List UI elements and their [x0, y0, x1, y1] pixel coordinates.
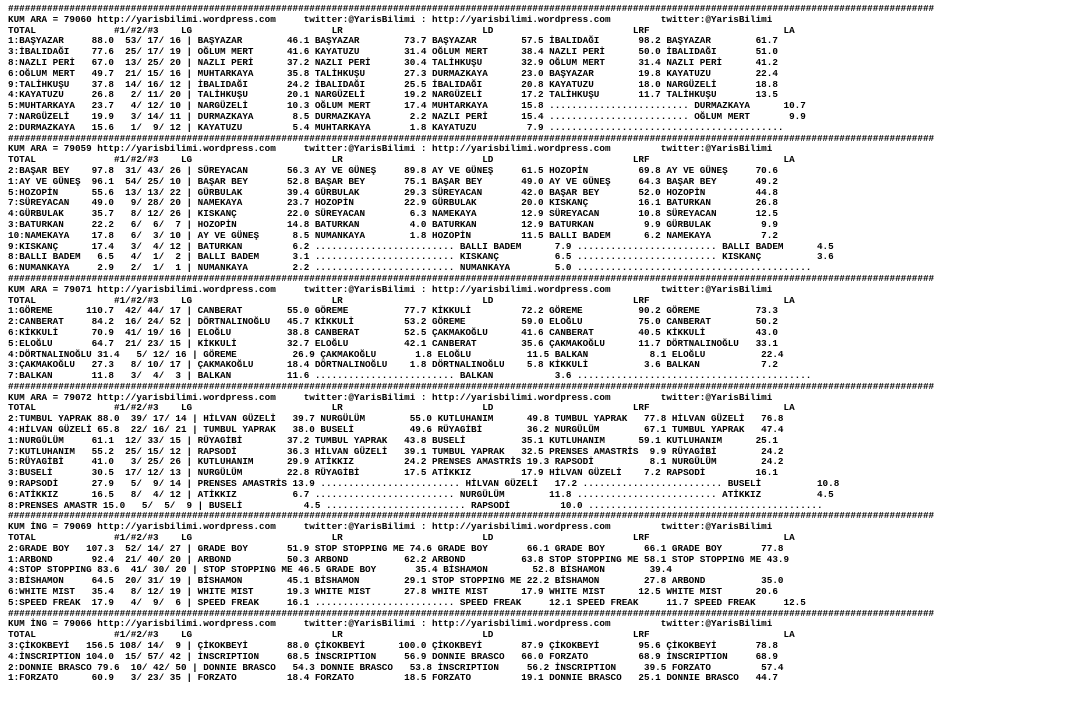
data-line: 6:WHITE MIST 35.4 8/ 12/ 19 | WHITE MIST 19.3 WHITE MIST 27.8 WHITE MIST 17.9 WHITE MIST 12.5 WHITE MIST 20.6	[8, 586, 778, 598]
data-line: 3:ÇİKOKBEYİ 156.5 108/ 14/ 9 | ÇİKOKBEYİ 88.0 ÇİKOKBEYİ 100.0 ÇİKOKBEYİ 87.9 ÇİKOKBEYİ 95.6 ÇİKOKBEYİ 78.8	[8, 640, 778, 652]
column-header-line: TOTAL #1/#2/#3 LG LR LD LRF LA	[8, 532, 795, 544]
data-line: 5:RÜYAGİBİ 41.0 3/ 25/ 26 | KUTLUHANIM 29.9 ATİKKIZ 24.2 PRENSES AMASTRİS 19.3 RAPSODİ 8.1 NURGÜLÜM 24.2	[8, 456, 784, 468]
separator-line: ######################################################################################################################################################################	[8, 380, 935, 392]
data-line: 2:DURMAZKAYA 15.6 1/ 9/ 12 | KAYATUZU 5.4 MUHTARKAYA 1.8 KAYATUZU 7.9 ..........................................	[8, 121, 784, 133]
column-header-line: TOTAL #1/#2/#3 LG LR LD LRF LA	[8, 294, 795, 306]
data-line: 2:TUMBUL YAPRAK 88.0 39/ 17/ 14 | HİLVAN GÜZELİ 39.7 NURGÜLÜM 55.0 KUTLUHANIM 49.8 TUMBUL YAPRAK 77.8 HİLVAN GÜZELİ 76.8	[8, 413, 784, 425]
data-line: 6:ATİKKIZ 16.5 8/ 4/ 12 | ATİKKIZ 6.7 ......................... NURGÜLÜM 11.8 ......................... ATİKKIZ 4.5	[8, 488, 834, 500]
data-line: 7:KUTLUHANIM 55.2 25/ 15/ 12 | RAPSODİ 36.3 HİLVAN GÜZELİ 39.1 TUMBUL YAPRAK 32.5 PRENSES AMASTRİS 9.9 RÜYAGİBİ 24.2	[8, 445, 784, 457]
race-header-line: KUM ARA = 79060 http://yarisbilimi.wordpress.com twitter:@YarisBilimi : http://yarisbilimi.wordpress.com twitter:@YarisBilimi	[8, 13, 773, 25]
data-line: 7:NARGÜZELİ 19.9 3/ 14/ 11 | DURMAZKAYA 8.5 DURMAZKAYA 2.2 NAZLI PERİ 15.4 ......................... OĞLUM MERT 9.9	[8, 110, 806, 122]
data-line: 6:OĞLUM MERT 49.7 21/ 15/ 16 | MUHTARKAYA 35.8 TALİHKUŞU 27.3 DURMAZKAYA 23.0 BAŞYAZAR 19.8 KAYATUZU 22.4	[8, 67, 778, 79]
separator-line: ######################################################################################################################################################################	[8, 510, 935, 522]
data-line: 7:SÜREYACAN 49.0 9/ 28/ 20 | NAMEKAYA 23.7 HOZOPİN 22.9 GÜRBULAK 20.0 KISKANÇ 16.1 BATURKAN 26.8	[8, 197, 778, 209]
data-line: 5:HOZOPİN 55.6 13/ 13/ 22 | GÜRBULAK 39.4 GÜRBULAK 29.3 SÜREYACAN 42.0 BAŞAR BEY 52.0 HOZOPİN 44.8	[8, 186, 778, 198]
data-line: 9:RAPSODİ 27.9 5/ 9/ 14 | PRENSES AMASTRİS 13.9 ......................... HİLVAN GÜZELİ 17.2 ......................... BUSELİ 10.8	[8, 478, 840, 490]
data-line: 9:KISKANÇ 17.4 3/ 4/ 12 | BATURKAN 6.2 ......................... BALLI BADEM 7.9 ......................... BALLI BADEM 4.5	[8, 240, 834, 252]
data-line: 4:STOP STOPPING 83.6 41/ 30/ 20 | STOP STOPPING ME 46.5 GRADE BOY 35.4 BİSHAMON 52.8 BİSHAMON 39.4	[8, 564, 672, 576]
data-line: 1:ARBOND 92.4 21/ 40/ 20 | ARBOND 50.3 ARBOND 62.2 ARBOND 63.8 STOP STOPPING ME 58.1 STOP STOPPING ME 43.9	[8, 553, 790, 565]
separator-line: ######################################################################################################################################################################	[8, 272, 935, 284]
data-line: 1:NURGÜLÜM 61.1 12/ 33/ 15 | RÜYAGİBİ 37.2 TUMBUL YAPRAK 43.8 BUSELİ 35.1 KUTLUHANIM 59.1 KUTLUHANIM 25.1	[8, 434, 778, 446]
race-header-line: KUM ARA = 79059 http://yarisbilimi.wordpress.com twitter:@YarisBilimi : http://yarisbilimi.wordpress.com twitter:@YarisBilimi	[8, 143, 773, 155]
separator-line: ######################################################################################################################################################################	[8, 3, 935, 14]
data-line: 4:DÖRTNALINOĞLU 31.4 5/ 12/ 16 | GÖREME 26.9 ÇAKMAKOĞLU 1.8 ELOĞLU 11.5 BALKAN 8.1 ELOĞLU 22.4	[8, 348, 784, 360]
data-line: 9:TALİHKUŞU 37.8 14/ 16/ 12 | İBALIDAĞI 24.2 İBALIDAĞI 25.5 İBALIDAĞI 20.8 KAYATUZU 18.0 NARGÜZELİ 18.8	[8, 78, 778, 90]
data-line: 6:NUMANKAYA 2.9 2/ 1/ 1 | NUMANKAYA 2.2 ......................... NUMANKAYA 5.0 ..........................................	[8, 262, 812, 274]
column-header-line: TOTAL #1/#2/#3 LG LR LD LRF LA	[8, 402, 795, 414]
data-line: 4:İNSCRIPTION 104.0 15/ 57/ 42 | İNSCRIPTION 68.5 İNSCRIPTION 56.9 DONNIE BRASCO 66.0 FORZATO 68.9 İNSCRIPTION 68.9	[8, 650, 778, 662]
data-line: 3:BUSELİ 30.5 17/ 12/ 13 | NURGÜLÜM 22.8 RÜYAGİBİ 17.5 ATİKKIZ 17.9 HİLVAN GÜZELİ 7.2 RAPSODİ 16.1	[8, 467, 778, 479]
data-line: 4:HİLVAN GÜZELİ 65.8 22/ 16/ 21 | TUMBUL YAPRAK 38.0 BUSELİ 49.6 RÜYAGİBİ 36.2 NURGÜLÜM 67.1 TUMBUL YAPRAK 47.4	[8, 424, 784, 436]
data-line: 10:NAMEKAYA 17.8 6/ 3/ 10 | AY VE GÜNEŞ 8.5 NUMANKAYA 1.8 HOZOPİN 11.5 BALLI BADEM 6.2 NAMEKAYA 7.2	[8, 229, 778, 241]
data-line: 5:SPEED FREAK 17.9 4/ 9/ 6 | SPEED FREAK 16.1 ......................... SPEED FREAK 12.1 SPEED FREAK 11.7 SPEED FREAK 12.5	[8, 596, 806, 608]
race-header-line: KUM İNG = 79066 http://yarisbilimi.wordpress.com twitter:@YarisBilimi : http://yarisbilimi.wordpress.com twitter:@YarisBilimi	[8, 618, 773, 630]
data-line: 5:MUHTARKAYA 23.7 4/ 12/ 10 | NARGÜZELİ 10.3 OĞLUM MERT 17.4 MUHTARKAYA 15.8 ......................... DURMAZKAYA 10.7	[8, 100, 806, 112]
race-header-line: KUM ARA = 79071 http://yarisbilimi.wordpress.com twitter:@YarisBilimi : http://yarisbilimi.wordpress.com twitter:@YarisBilimi	[8, 283, 773, 295]
data-line: 3:İBALIDAĞI 77.6 25/ 17/ 19 | OĞLUM MERT 41.6 KAYATUZU 31.4 OĞLUM MERT 38.4 NAZLI PERİ 50.0 İBALIDAĞI 51.0	[8, 46, 778, 58]
column-header-line: TOTAL #1/#2/#3 LG LR LD LRF LA	[8, 629, 795, 641]
data-line: 1:AY VE GÜNEŞ 96.1 54/ 25/ 10 | BAŞAR BEY 52.8 BAŞAR BEY 75.1 BAŞAR BEY 49.0 AY VE GÜNEŞ 64.3 BAŞAR BEY 49.2	[8, 175, 778, 187]
column-header-line: TOTAL #1/#2/#3 LG LR LD LRF LA	[8, 154, 795, 166]
data-line: 2:CANBERAT 84.2 16/ 24/ 52 | DÖRTNALINOĞLU 45.7 KİKKULİ 53.2 GÖREME 59.0 ELOĞLU 75.0 CANBERAT 50.2	[8, 316, 778, 328]
data-line: 3:ÇAKMAKOĞLU 27.3 8/ 10/ 17 | ÇAKMAKOĞLU 18.4 DÖRTNALINOĞLU 1.8 DÖRTNALINOĞLU 5.8 KİKKULİ 3.6 BALKAN 7.2	[8, 359, 778, 371]
data-line: 3:BATURKAN 22.2 6/ 6/ 7 | HOZOPİN 14.8 BATURKAN 4.0 BATURKAN 12.9 BATURKAN 9.9 GÜRBULAK 9.9	[8, 218, 778, 230]
race-header-line: KUM İNG = 79069 http://yarisbilimi.wordpress.com twitter:@YarisBilimi : http://yarisbilimi.wordpress.com twitter:@YarisBilimi	[8, 521, 773, 533]
data-line: 4:KAYATUZU 26.8 2/ 11/ 20 | TALİHKUŞU 20.1 NARGÜZELİ 19.2 NARGÜZELİ 17.2 TALİHKUŞU 11.7 TALİHKUŞU 13.5	[8, 89, 778, 101]
separator-line: ######################################################################################################################################################################	[8, 607, 935, 619]
data-line: 3:BİSHAMON 64.5 20/ 31/ 19 | BİSHAMON 45.1 BİSHAMON 29.1 STOP STOPPING ME 22.2 BİSHAMON 27.8 ARBOND 35.0	[8, 575, 784, 587]
data-line: 6:KİKKULİ 70.9 41/ 19/ 16 | ELOĞLU 38.8 CANBERAT 52.5 ÇAKMAKOĞLU 41.6 CANBERAT 40.5 KİKKULİ 43.0	[8, 326, 778, 338]
data-line: 8:PRENSES AMASTR 15.0 5/ 5/ 9 | BUSELİ 4.5 ......................... RAPSODİ 10.0 ..........................................	[8, 499, 823, 511]
data-line: 7:BALKAN 11.8 3/ 4/ 3 | BALKAN 11.6 ......................... BALKAN 3.6 ..........................................	[8, 370, 812, 382]
data-line: 2:DONNIE BRASCO 79.6 10/ 42/ 50 | DONNIE BRASCO 54.3 DONNIE BRASCO 53.8 İNSCRIPTION 56.2 İNSCRIPTION 39.5 FORZATO 57.4	[8, 661, 784, 673]
column-header-line: TOTAL #1/#2/#3 LG LR LD LRF LA	[8, 24, 795, 36]
separator-line: ######################################################################################################################################################################	[8, 132, 935, 144]
data-line: 8:BALLI BADEM 6.5 4/ 1/ 2 | BALLI BADEM 3.1 ......................... KISKANÇ 6.5 ......................... KISKANÇ 3.6	[8, 251, 834, 263]
data-line: 5:ELOĞLU 64.7 21/ 23/ 15 | KİKKULİ 32.7 ELOĞLU 42.1 CANBERAT 35.6 ÇAKMAKOĞLU 11.7 DÖRTNALINOĞLU 33.1	[8, 337, 778, 349]
data-line: 4:GÜRBULAK 35.7 8/ 12/ 26 | KISKANÇ 22.0 SÜREYACAN 6.3 NAMEKAYA 12.9 SÜREYACAN 10.8 SÜREYACAN 12.5	[8, 208, 778, 220]
data-line: 8:NAZLI PERİ 67.0 13/ 25/ 20 | NAZLI PERİ 37.2 NAZLI PERİ 30.4 TALİHKUŞU 32.9 OĞLUM MERT 31.4 NAZLI PERİ 41.2	[8, 56, 778, 68]
data-line: 2:BAŞAR BEY 97.8 31/ 43/ 26 | SÜREYACAN 56.3 AY VE GÜNEŞ 89.8 AY VE GÜNEŞ 61.5 HOZOPİN 69.8 AY VE GÜNEŞ 70.6	[8, 164, 778, 176]
data-line: 2:GRADE BOY 107.3 52/ 14/ 27 | GRADE BOY 51.9 STOP STOPPING ME 74.6 GRADE BOY 66.1 GRADE BOY 66.1 GRADE BOY 77.8	[8, 542, 784, 554]
data-line: 1:GÖREME 110.7 42/ 44/ 17 | CANBERAT 55.0 GÖREME 77.7 KİKKULİ 72.2 GÖREME 90.2 GÖREME 73.3	[8, 305, 778, 317]
race-header-line: KUM ARA = 79072 http://yarisbilimi.wordpress.com twitter:@YarisBilimi : http://yarisbilimi.wordpress.com twitter:@YarisBilimi	[8, 391, 773, 403]
data-line: 1:BAŞYAZAR 88.0 53/ 17/ 16 | BAŞYAZAR 46.1 BAŞYAZAR 73.7 BAŞYAZAR 57.5 İBALIDAĞI 98.2 BAŞYAZAR 61.7	[8, 35, 778, 47]
data-line: 1:FORZATO 60.9 3/ 23/ 35 | FORZATO 18.4 FORZATO 18.5 FORZATO 19.1 DONNIE BRASCO 25.1 DONNIE BRASCO 44.7	[8, 672, 778, 684]
